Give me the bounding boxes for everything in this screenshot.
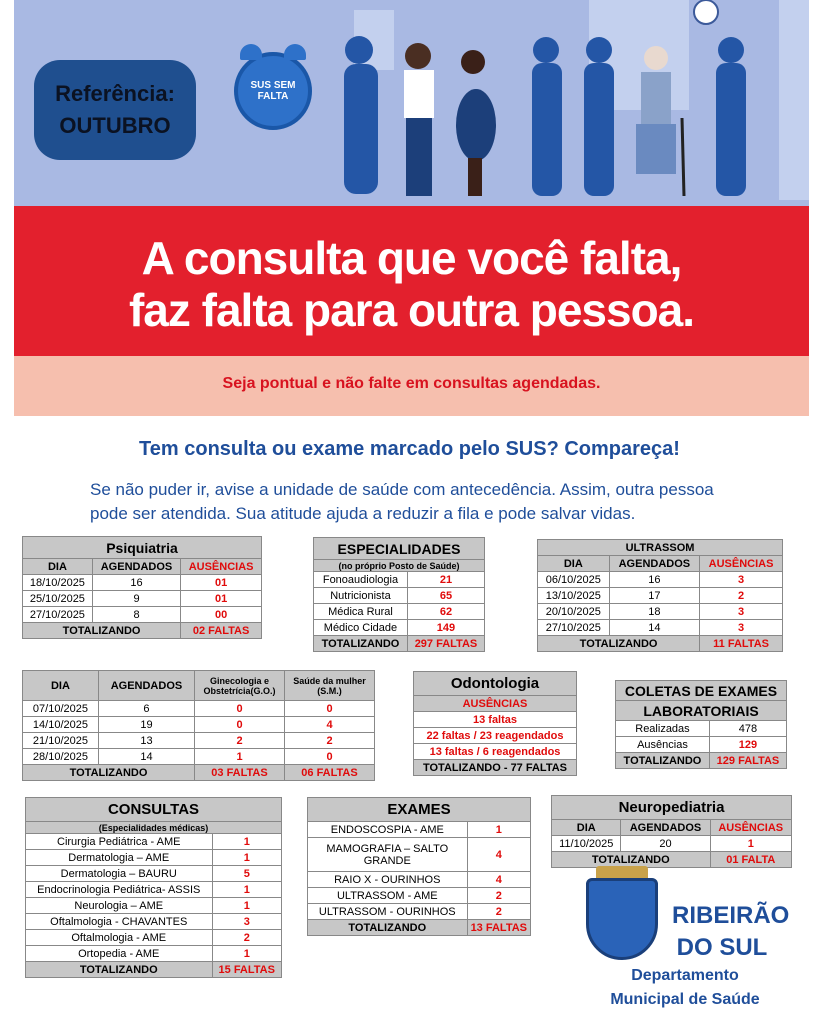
exames-table xyxy=(307,797,531,936)
cell-scheduled: 20 xyxy=(621,836,710,852)
cell-date: 20/10/2025 xyxy=(538,604,610,620)
cell-sm: 4 xyxy=(285,717,375,733)
cell-absences: 1 xyxy=(212,834,282,850)
table-row xyxy=(26,946,282,962)
headline-line-2: faz falta para outra pessoa. xyxy=(128,284,695,336)
total-label: TOTALIZANDO xyxy=(552,852,711,868)
table-row xyxy=(308,904,531,920)
table-row xyxy=(616,721,787,737)
psiquiatria-table xyxy=(22,536,262,639)
clock-text-2: FALTA xyxy=(257,91,289,102)
table-row xyxy=(314,620,485,636)
cell-date: 14/10/2025 xyxy=(23,717,99,733)
total-label: TOTALIZANDO xyxy=(616,753,710,769)
cell-specialty: Nutricionista xyxy=(314,588,408,604)
table-subtitle: (no próprio Posto de Saúde) xyxy=(314,560,485,572)
table-row xyxy=(26,834,282,850)
cell-absences: 3 xyxy=(700,620,783,636)
cell-value: 129 xyxy=(709,737,786,753)
cell-absences: 2 xyxy=(700,588,783,604)
cell-absences: 01 xyxy=(181,575,262,591)
table-row xyxy=(314,604,485,620)
cell-absences: 2 xyxy=(467,904,530,920)
city-line-2: DO SUL xyxy=(676,934,768,961)
city-name xyxy=(672,900,790,964)
cell-date: 28/10/2025 xyxy=(23,749,99,765)
table-row xyxy=(23,607,262,623)
cell-specialty: Fonoaudiologia xyxy=(314,572,408,588)
table-row xyxy=(308,838,531,872)
table-row xyxy=(23,733,375,749)
total-label: TOTALIZANDO xyxy=(23,623,181,639)
cell-absences: 01 xyxy=(181,591,262,607)
total-value: 11 FALTAS xyxy=(700,636,783,652)
cell-exam: RAIO X - OURINHOS xyxy=(308,872,468,888)
reference-label: Referência: xyxy=(55,81,175,106)
cell-absences: 21 xyxy=(407,572,484,588)
cell-scheduled: 6 xyxy=(98,701,194,717)
cell-specialty: Dermatologia – BAURU xyxy=(26,866,213,882)
cell-exam: ULTRASSOM - OURINHOS xyxy=(308,904,468,920)
table-title: CONSULTAS xyxy=(26,798,282,822)
especialidades-table xyxy=(313,537,485,652)
cell-scheduled: 18 xyxy=(609,604,700,620)
cell-scheduled: 16 xyxy=(92,575,180,591)
reference-badge xyxy=(34,60,196,160)
column-header: DIA xyxy=(23,671,99,701)
column-header: AUSÊNCIAS xyxy=(710,820,791,836)
total-go: 03 FALTAS xyxy=(195,765,285,781)
cell-specialty: Endocrinologia Pediátrica- ASSIS xyxy=(26,882,213,898)
column-header: AGENDADOS xyxy=(609,556,700,572)
cell-value: 478 xyxy=(709,721,786,737)
consultas-table xyxy=(25,797,282,978)
table-row xyxy=(23,701,375,717)
total-value: 15 FALTAS xyxy=(212,962,282,978)
table-title: Neuropediatria xyxy=(552,796,792,820)
table-row xyxy=(23,749,375,765)
cell-date: 25/10/2025 xyxy=(23,591,93,607)
cell-date: 11/10/2025 xyxy=(552,836,621,852)
cell-date: 27/10/2025 xyxy=(538,620,610,636)
cell-specialty: Oftalmologia - CHAVANTES xyxy=(26,914,213,930)
table-row xyxy=(308,822,531,838)
table-title: ULTRASSOM xyxy=(538,540,783,556)
table-title: Psiquiatria xyxy=(23,537,262,559)
cell-absences: 00 xyxy=(181,607,262,623)
clock-text-1: SUS SEM xyxy=(250,80,296,91)
table-title-1: COLETAS DE EXAMES xyxy=(616,681,787,701)
cell-label: Realizadas xyxy=(616,721,710,737)
cell-absences: 3 xyxy=(212,914,282,930)
cell-scheduled: 9 xyxy=(92,591,180,607)
coletas-table xyxy=(615,680,787,769)
total-value: 01 FALTA xyxy=(710,852,791,868)
total-label: TOTALIZANDO xyxy=(308,920,468,936)
table-row xyxy=(23,717,375,733)
table-row xyxy=(23,591,262,607)
cell-scheduled: 14 xyxy=(609,620,700,636)
cell-absences: 13 faltas xyxy=(414,712,577,728)
cell-absences: 62 xyxy=(407,604,484,620)
notice-line-1: Se não puder ir, avise a unidade de saúde com antecedência. Assim, outra pessoa xyxy=(90,480,714,499)
coat-of-arms-logo xyxy=(586,878,658,960)
cell-absences: 1 xyxy=(467,822,530,838)
cell-absences: 1 xyxy=(212,946,282,962)
cell-absences: 1 xyxy=(212,882,282,898)
table-title-2: LABORATORIAIS xyxy=(616,701,787,721)
cell-absences: 13 faltas / 6 reagendados xyxy=(414,744,577,760)
total-label: TOTALIZANDO xyxy=(26,962,213,978)
cell-date: 18/10/2025 xyxy=(23,575,93,591)
cell-sm: 0 xyxy=(285,749,375,765)
cell-date: 13/10/2025 xyxy=(538,588,610,604)
cell-exam: MAMOGRAFIA – SALTO GRANDE xyxy=(308,838,468,872)
total-value: 02 FALTAS xyxy=(181,623,262,639)
cell-sm: 2 xyxy=(285,733,375,749)
cell-scheduled: 14 xyxy=(98,749,194,765)
cell-specialty: Ortopedia - AME xyxy=(26,946,213,962)
total-value: TOTALIZANDO - 77 FALTAS xyxy=(414,760,577,776)
column-header: AUSÊNCIAS xyxy=(414,696,577,712)
cell-scheduled: 17 xyxy=(609,588,700,604)
table-row xyxy=(26,914,282,930)
total-label: TOTALIZANDO xyxy=(23,765,195,781)
alarm-clock-icon xyxy=(234,52,312,130)
cell-specialty: Neurologia – AME xyxy=(26,898,213,914)
cell-absences: 3 xyxy=(700,572,783,588)
cell-specialty: Dermatologia – AME xyxy=(26,850,213,866)
column-header: Saúde da mulher (S.M.) xyxy=(285,671,375,701)
table-row xyxy=(538,620,783,636)
ultrassom-table xyxy=(537,539,783,652)
table-row xyxy=(26,898,282,914)
total-value: 129 FALTAS xyxy=(709,753,786,769)
cell-absences: 4 xyxy=(467,872,530,888)
cell-absences: 1 xyxy=(710,836,791,852)
cell-absences: 3 xyxy=(700,604,783,620)
total-value: 13 FALTAS xyxy=(467,920,530,936)
table-title: Odontologia xyxy=(414,672,577,696)
cell-absences: 4 xyxy=(467,838,530,872)
reference-month: OUTUBRO xyxy=(59,113,171,138)
table-subtitle: (Especialidades médicas) xyxy=(26,822,282,834)
notice-text xyxy=(90,478,770,526)
column-header: AGENDADOS xyxy=(92,559,180,575)
headline-line-1: A consulta que você falta, xyxy=(141,232,682,284)
table-row xyxy=(314,572,485,588)
cell-scheduled: 16 xyxy=(609,572,700,588)
cell-specialty: Médica Rural xyxy=(314,604,408,620)
cell-absences: 65 xyxy=(407,588,484,604)
column-header: DIA xyxy=(23,559,93,575)
total-sm: 06 FALTAS xyxy=(285,765,375,781)
table-row xyxy=(26,882,282,898)
column-header: DIA xyxy=(538,556,610,572)
cell-date: 07/10/2025 xyxy=(23,701,99,717)
table-row xyxy=(308,888,531,904)
headline-banner xyxy=(14,206,809,356)
column-header: AUSÊNCIAS xyxy=(181,559,262,575)
table-row xyxy=(538,572,783,588)
notice-line-2: pode ser atendida. Sua atitude ajuda a reduzir a fila e pode salvar vidas. xyxy=(90,504,636,523)
cell-date: 21/10/2025 xyxy=(23,733,99,749)
table-row xyxy=(616,737,787,753)
cell-label: Ausências xyxy=(616,737,710,753)
column-header: AGENDADOS xyxy=(98,671,194,701)
table-title: EXAMES xyxy=(308,798,531,822)
cell-absences: 1 xyxy=(212,850,282,866)
cell-date: 27/10/2025 xyxy=(23,607,93,623)
table-title: ESPECIALIDADES xyxy=(314,538,485,560)
column-header: Ginecologia e Obstetrícia(G.O.) xyxy=(195,671,285,701)
cell-specialty: Médico Cidade xyxy=(314,620,408,636)
cell-sm: 0 xyxy=(285,701,375,717)
table-row xyxy=(23,575,262,591)
subline-banner: Seja pontual e não falte em consultas agendadas. xyxy=(14,356,809,416)
cell-go: 1 xyxy=(195,749,285,765)
cell-date: 06/10/2025 xyxy=(538,572,610,588)
table-row xyxy=(414,744,577,760)
odontologia-table xyxy=(413,671,577,776)
cell-specialty: Oftalmologia - AME xyxy=(26,930,213,946)
table-row xyxy=(538,588,783,604)
cell-absences: 2 xyxy=(212,930,282,946)
table-row xyxy=(26,850,282,866)
total-label: TOTALIZANDO xyxy=(314,636,408,652)
cell-go: 0 xyxy=(195,717,285,733)
neuropediatria-table xyxy=(551,795,792,868)
department-name xyxy=(600,964,770,1012)
column-header: AGENDADOS xyxy=(621,820,710,836)
city-line-1: RIBEIRÃO xyxy=(672,902,790,929)
cta-heading: Tem consulta ou exame marcado pelo SUS? Compareça! xyxy=(139,438,680,460)
dept-line-1: Departamento xyxy=(631,967,739,984)
cell-specialty: Cirurgia Pediátrica - AME xyxy=(26,834,213,850)
cell-exam: ENDOSCOSPIA - AME xyxy=(308,822,468,838)
table-row xyxy=(414,728,577,744)
cell-absences: 22 faltas / 23 reagendados xyxy=(414,728,577,744)
table-row xyxy=(26,866,282,882)
cell-scheduled: 8 xyxy=(92,607,180,623)
cell-absences: 5 xyxy=(212,866,282,882)
table-row xyxy=(314,588,485,604)
dept-line-2: Municipal de Saúde xyxy=(610,991,760,1008)
column-header: DIA xyxy=(552,820,621,836)
ginecologia-table xyxy=(22,670,375,781)
total-value: 297 FALTAS xyxy=(407,636,484,652)
cell-exam: ULTRASSOM - AME xyxy=(308,888,468,904)
cell-absences: 1 xyxy=(212,898,282,914)
total-label: TOTALIZANDO xyxy=(538,636,700,652)
table-row xyxy=(308,872,531,888)
table-row xyxy=(552,836,792,852)
table-row xyxy=(538,604,783,620)
cell-scheduled: 19 xyxy=(98,717,194,733)
cell-absences: 149 xyxy=(407,620,484,636)
table-row xyxy=(414,712,577,728)
column-header: AUSÊNCIAS xyxy=(700,556,783,572)
cell-absences: 2 xyxy=(467,888,530,904)
cell-scheduled: 13 xyxy=(98,733,194,749)
cell-go: 2 xyxy=(195,733,285,749)
cell-go: 0 xyxy=(195,701,285,717)
table-row xyxy=(26,930,282,946)
